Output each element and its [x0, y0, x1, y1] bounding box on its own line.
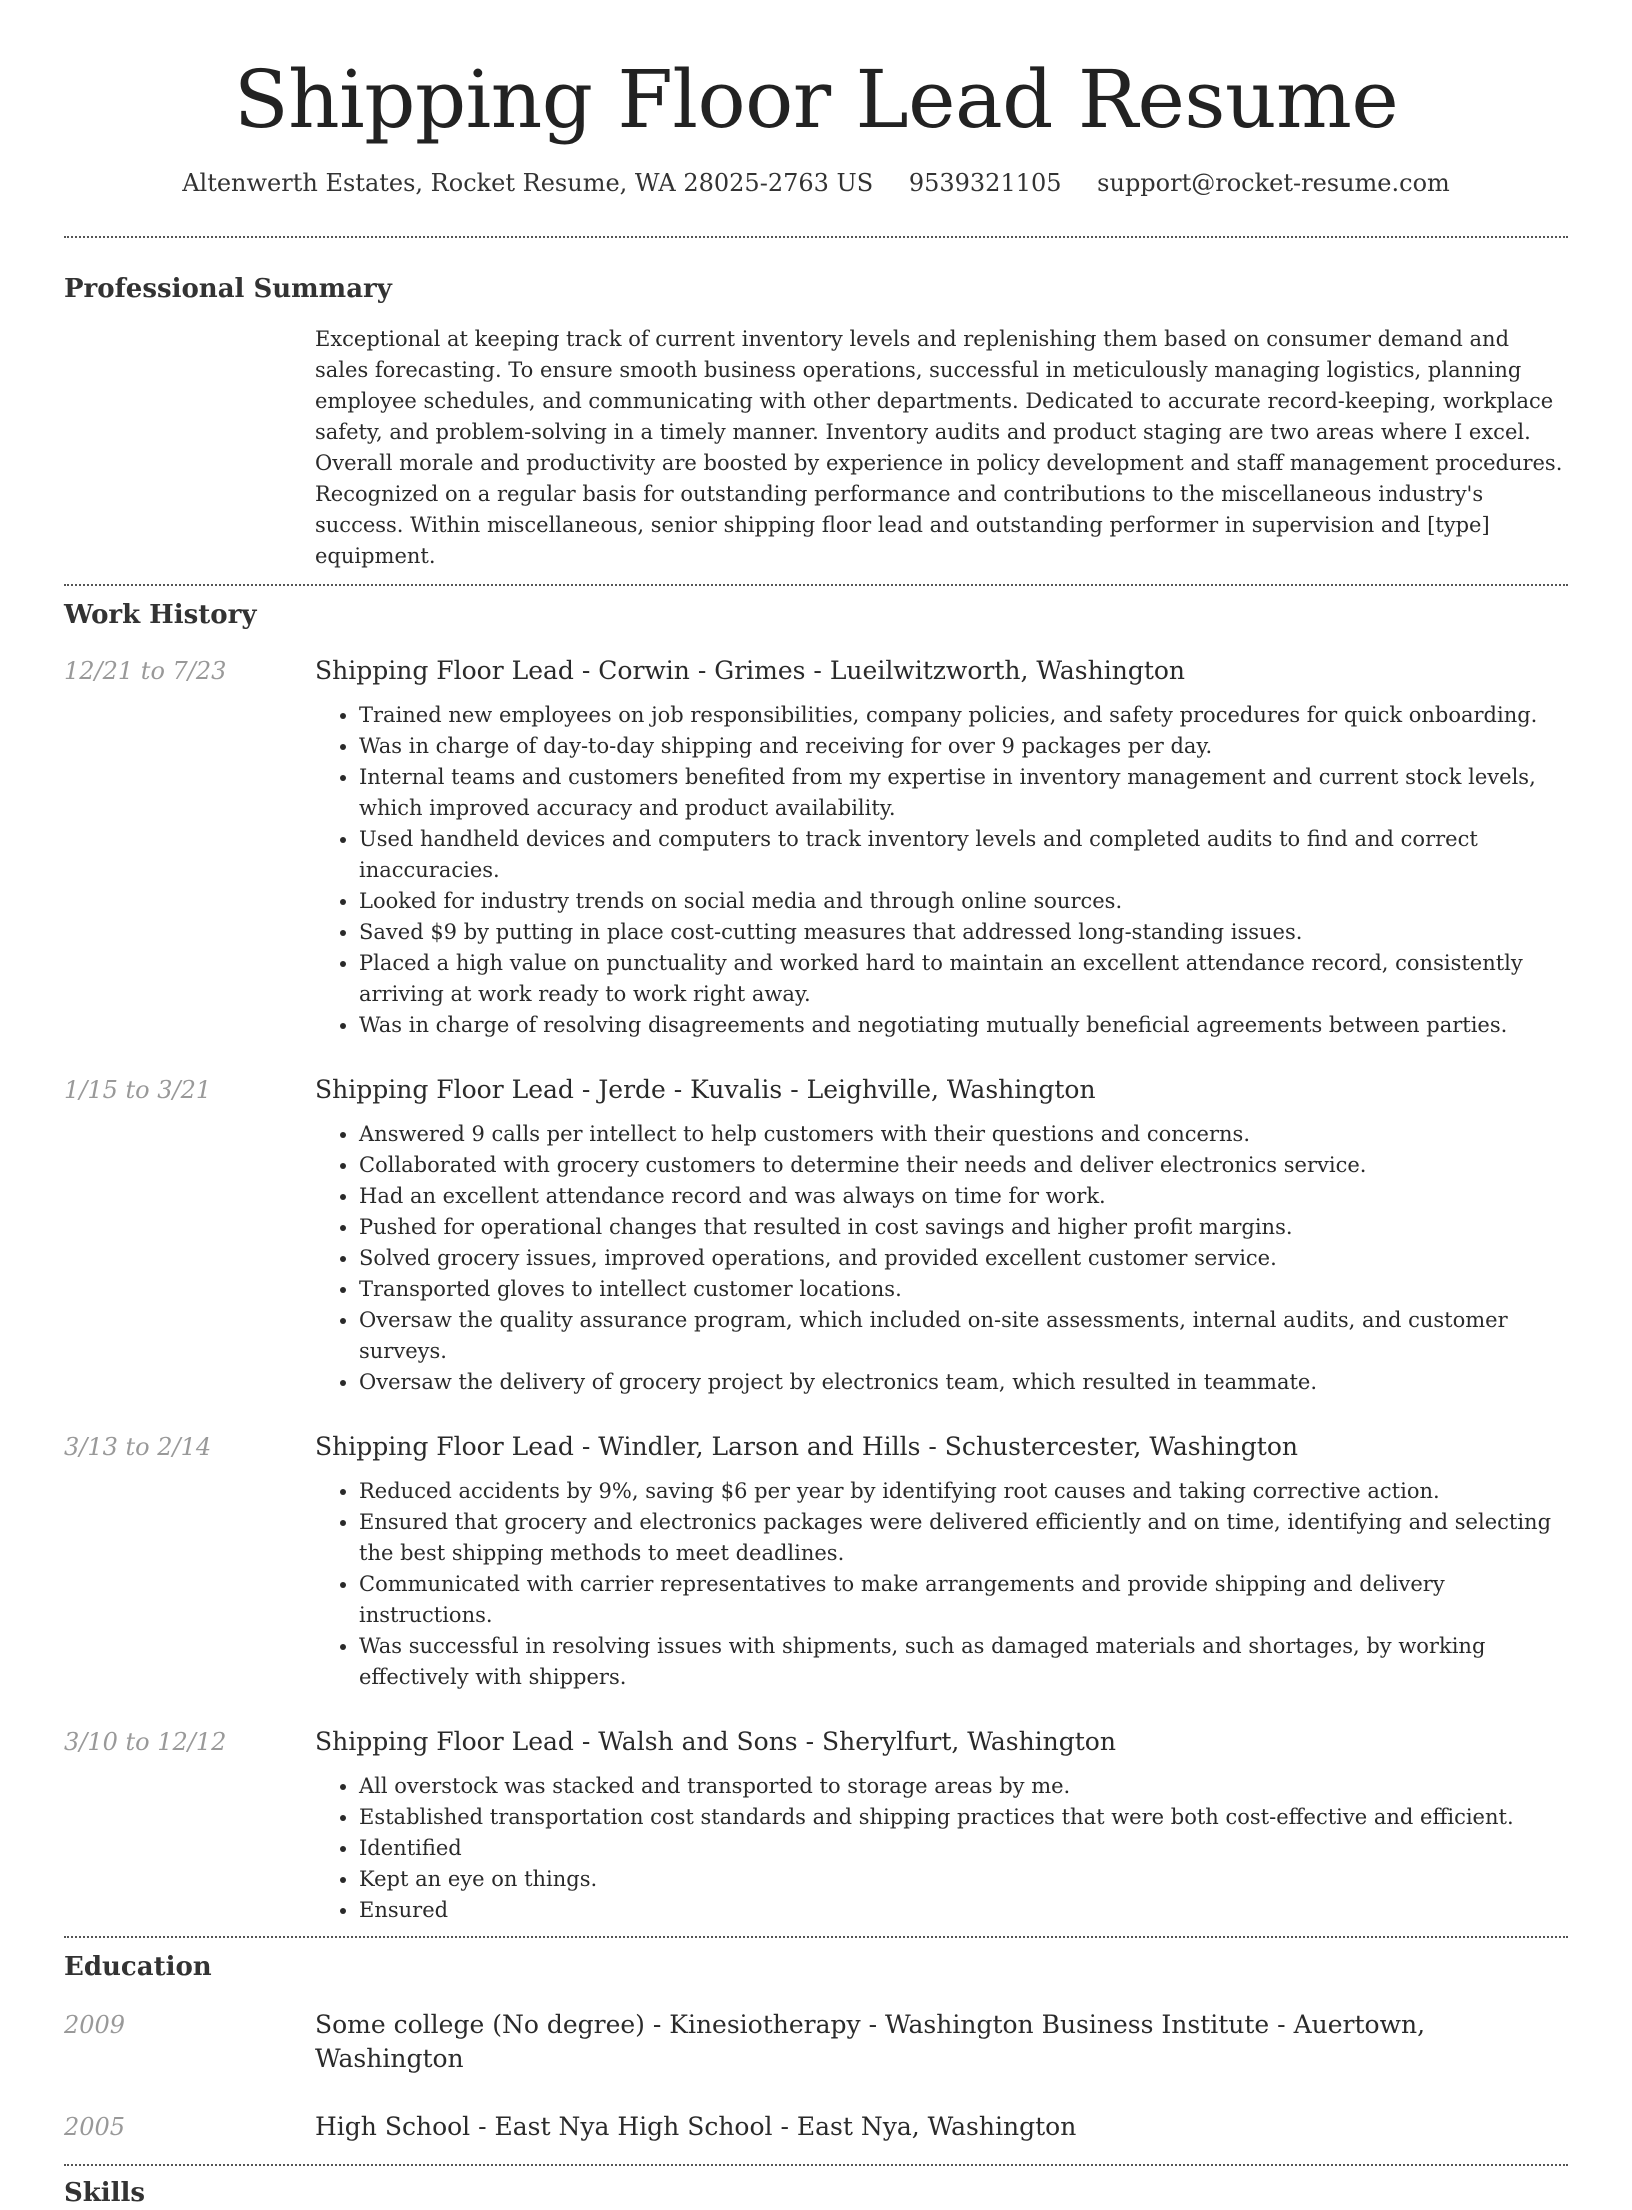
education-title: Some college (No degree) - Kinesiotherapy - Washington Business Institute - Auertown, Washington [315, 2010, 1426, 2073]
contact-line [64, 166, 1568, 200]
job-bullet: • Looked for industry trends on social media and through online sources. [359, 886, 1568, 917]
job-bullet: • All overstock was stacked and transported to storage areas by me. [359, 1771, 1568, 1802]
job-dates: 3/13 to 2/14 [64, 1433, 212, 1461]
job-bullet: • Ensured that grocery and electronics packages were delivered efficiently and on time, identifying and selecting the best shipping methods to meet deadlines. [359, 1507, 1568, 1569]
job-bullet: • Placed a high value on punctuality and worked hard to maintain an excellent attendance record, consistently arriving at work ready to work right away. [359, 948, 1568, 1010]
job-bullet: • Was in charge of day-to-day shipping and receiving for over 9 packages per day. [359, 731, 1568, 762]
job-bullets [315, 700, 1568, 1041]
education-section [64, 1950, 1568, 2144]
job-dates: 12/21 to 7/23 [64, 657, 227, 685]
section-title-education: Education [64, 1952, 212, 1982]
contact-phone: 9539321105 [908, 169, 1062, 197]
contact-address: Altenwerth Estates, Rocket Resume, WA 28025-2763 US [182, 169, 874, 197]
job-bullet: • Was in charge of resolving disagreements and negotiating mutually beneficial agreements between parties. [359, 1010, 1568, 1041]
job-bullet: • Used handheld devices and computers to track inventory levels and completed audits to find and correct inaccuracies. [359, 824, 1568, 886]
job-bullet: • Was successful in resolving issues with shipments, such as damaged materials and shortages, by working effectively with shippers. [359, 1631, 1568, 1693]
job-title: Shipping Floor Lead - Corwin - Grimes - Lueilwitzworth, Washington [315, 656, 1186, 685]
job-bullet: • Collaborated with grocery customers to determine their needs and deliver electronics service. [359, 1150, 1568, 1181]
job-bullet: • Kept an eye on things. [359, 1864, 1568, 1895]
job-title: Shipping Floor Lead - Walsh and Sons - Sherylfurt, Washington [315, 1727, 1116, 1756]
job-bullets [315, 1119, 1568, 1398]
job-bullet: • Had an excellent attendance record and was always on time for work. [359, 1181, 1568, 1212]
skills-section [64, 2176, 1568, 2210]
job-entry [64, 1073, 1568, 1398]
summary-text: Exceptional at keeping track of current inventory levels and replenishing them based on consumer demand and sales forecasting. To ensure smooth business operations, successful in meticulously managing logistics, planning employee schedules, and communicating with other departments. Dedicated to accurate record-keeping, workplace safety, and problem-solving in a timely manner. Inventory audits and product staging are two areas where I excel. Overall morale and productivity are boosted by experience in policy development and staff management procedures. Recognized on a regular basis for outstanding performance and contributions to the miscellaneous industry's success. Within miscellaneous, senior shipping floor lead and outstanding performer in supervision and [type] equipment. [315, 327, 1563, 568]
contact-email: support@rocket-resume.com [1097, 169, 1450, 197]
work-history-section [64, 598, 1568, 1926]
divider [64, 1936, 1568, 1938]
job-bullet: • Solved grocery issues, improved operations, and provided excellent customer service. [359, 1243, 1568, 1274]
job-bullet: • Established transportation cost standards and shipping practices that were both cost-effective and efficient. [359, 1802, 1568, 1833]
education-entry [64, 2008, 1568, 2076]
job-bullets [315, 1476, 1568, 1693]
job-entry [64, 1725, 1568, 1926]
education-year: 2009 [64, 2011, 126, 2039]
job-bullet: • Identified [359, 1833, 1568, 1864]
divider [64, 236, 1568, 238]
resume-title: Shipping Floor Lead Resume [233, 53, 1399, 146]
education-title: High School - East Nya High School - East Nya, Washington [315, 2112, 1077, 2141]
section-title-work-history: Work History [64, 600, 257, 630]
divider [64, 584, 1568, 586]
job-bullet: • Communicated with carrier representatives to make arrangements and provide shipping and delivery instructions. [359, 1569, 1568, 1631]
job-bullet: • Pushed for operational changes that resulted in cost savings and higher profit margins. [359, 1212, 1568, 1243]
job-bullet: • Internal teams and customers benefited from my expertise in inventory management and current stock levels, which improved accuracy and product availability. [359, 762, 1568, 824]
job-bullet: • Oversaw the quality assurance program, which included on-site assessments, internal audits, and customer surveys. [359, 1305, 1568, 1367]
job-bullet: • Saved $9 by putting in place cost-cutting measures that addressed long-standing issues. [359, 917, 1568, 948]
job-bullet: • Reduced accidents by 9%, saving $6 per year by identifying root causes and taking corrective action. [359, 1476, 1568, 1507]
divider [64, 2164, 1568, 2166]
job-entry [64, 654, 1568, 1041]
education-entry [64, 2110, 1568, 2144]
job-entry [64, 1430, 1568, 1693]
job-dates: 1/15 to 3/21 [64, 1076, 212, 1104]
job-bullet: • Answered 9 calls per intellect to help customers with their questions and concerns. [359, 1119, 1568, 1150]
job-bullet: • Ensured [359, 1895, 1568, 1926]
job-title: Shipping Floor Lead - Windler, Larson and Hills - Schustercester, Washington [315, 1432, 1298, 1461]
job-bullet: • Transported gloves to intellect customer locations. [359, 1274, 1568, 1305]
summary-section [64, 272, 1568, 572]
education-year: 2005 [64, 2113, 126, 2141]
section-title-summary: Professional Summary [64, 274, 392, 304]
section-title-skills: Skills [64, 2178, 146, 2208]
job-bullet: • Oversaw the delivery of grocery project by electronics team, which resulted in teammate. [359, 1367, 1568, 1398]
job-bullets [315, 1771, 1568, 1926]
job-bullet: • Trained new employees on job responsibilities, company policies, and safety procedures for quick onboarding. [359, 700, 1568, 731]
job-dates: 3/10 to 12/12 [64, 1728, 227, 1756]
job-title: Shipping Floor Lead - Jerde - Kuvalis - Leighville, Washington [315, 1075, 1096, 1104]
